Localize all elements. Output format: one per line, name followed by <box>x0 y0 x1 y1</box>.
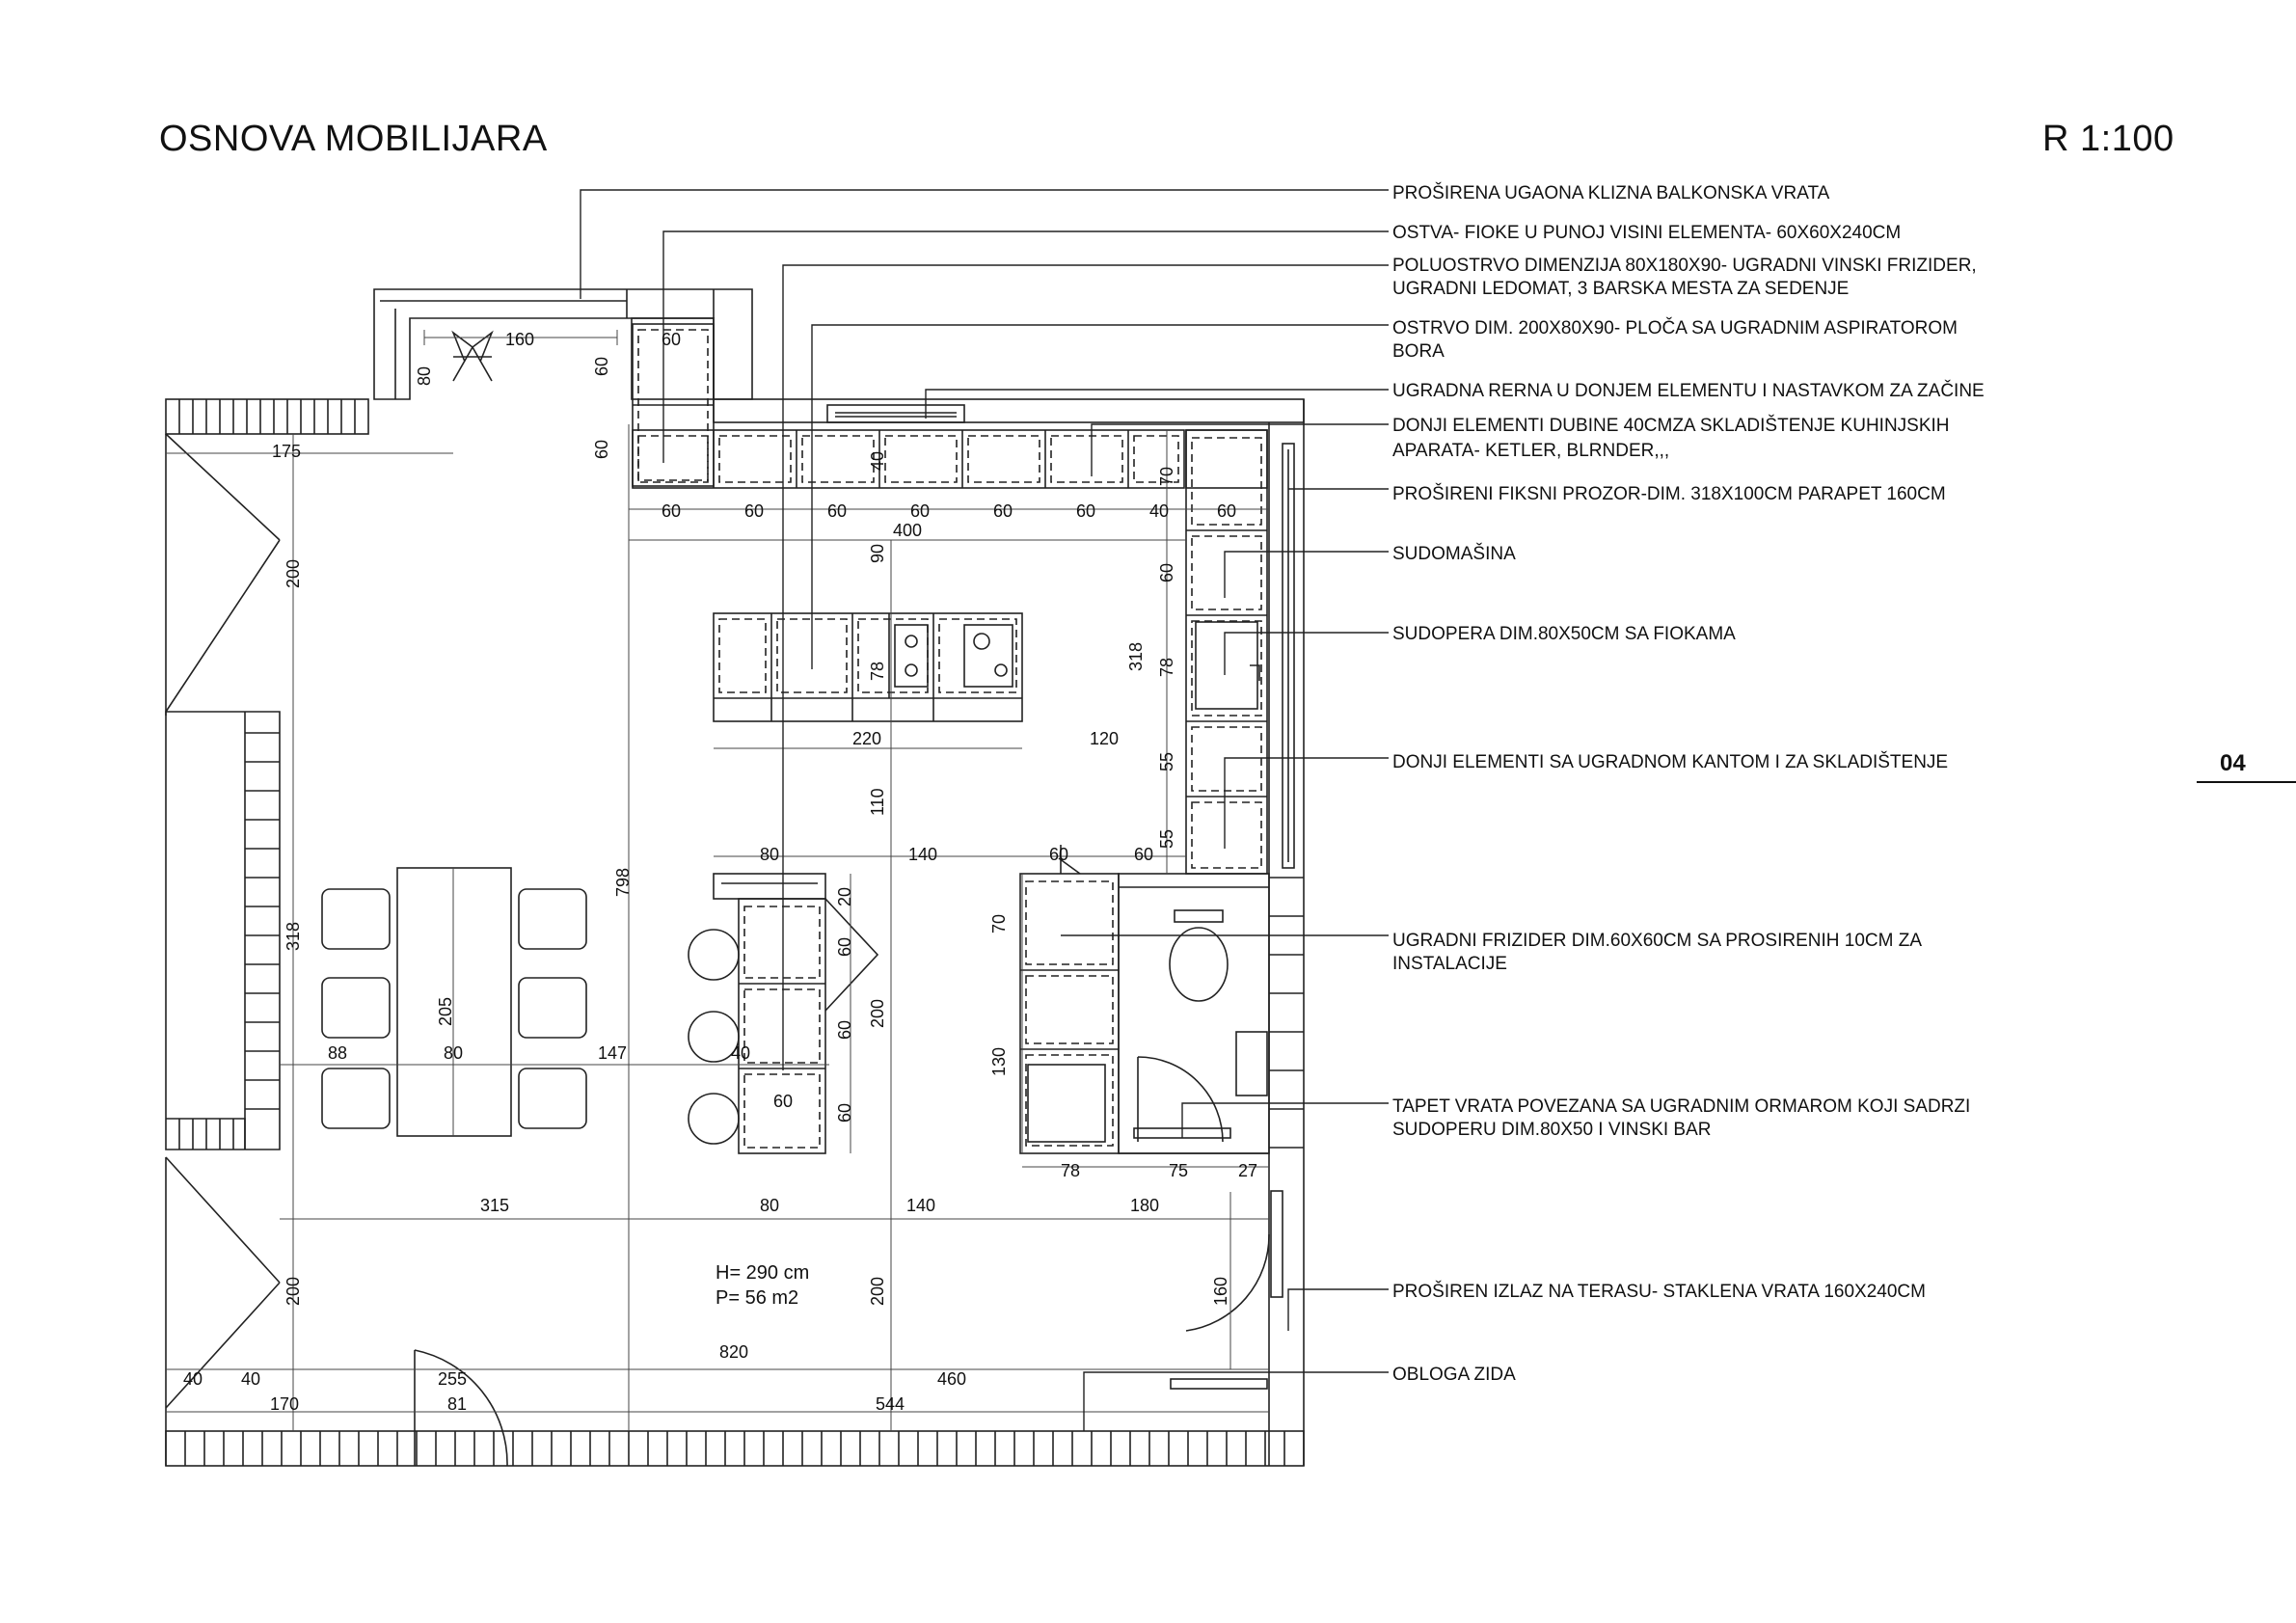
note-fridge-line2: INSTALACIJE <box>1392 954 1507 974</box>
note-oven: UGRADNA RERNA U DONJEM ELEMENTU I NASTAVKOM ZA ZAČINE <box>1392 381 1985 401</box>
dim-label: 78 <box>1061 1161 1081 1180</box>
dim-label: 60 <box>662 330 682 349</box>
dim-label: 27 <box>1238 1161 1258 1180</box>
note-fridge-line1: UGRADNI FRIZIDER DIM.60X60CM SA PROSIRENIH 10CM ZA <box>1392 931 1922 951</box>
dim-label: 60 <box>662 501 682 521</box>
dim-label: 60 <box>744 501 765 521</box>
dim-label: 40 <box>241 1369 261 1389</box>
wall-left <box>166 434 280 1466</box>
wall-bottom <box>166 1431 1304 1466</box>
dim-label: 70 <box>989 913 1009 933</box>
dim-label: 55 <box>1157 828 1176 849</box>
dim-label: 40 <box>1149 501 1170 521</box>
dim-label: 180 <box>1130 1196 1160 1215</box>
dim-label: 80 <box>760 1196 780 1215</box>
note-island-line2: BORA <box>1392 341 1445 362</box>
dim-label: 820 <box>719 1342 749 1362</box>
dim-label: 81 <box>447 1394 468 1414</box>
dim-label: 200 <box>284 1276 303 1306</box>
dim-label: 200 <box>284 558 303 588</box>
dim-label: 147 <box>598 1043 628 1063</box>
dim-label: 70 <box>1157 466 1176 486</box>
dim-label: 60 <box>910 501 931 521</box>
note-terrace-exit: PROŠIREN IZLAZ NA TERASU- STAKLENA VRATA 160X240CM <box>1392 1282 1926 1302</box>
drawing-title: OSNOVA MOBILIJARA <box>159 119 548 159</box>
wall-top-left <box>166 399 368 434</box>
note-drawer-column: OSTVA- FIOKE U PUNOJ VISINI ELEMENTA- 60X60X240CM <box>1392 223 1902 243</box>
dim-label: 40 <box>731 1043 751 1063</box>
page-number: 04 <box>2220 750 2246 776</box>
room-area-label: P= 56 m2 <box>716 1287 799 1309</box>
dim-label: 80 <box>444 1043 464 1063</box>
right-column-units <box>1186 430 1267 874</box>
dimension-labels <box>183 330 1257 1414</box>
room-height-label: H= 290 cm <box>716 1262 810 1284</box>
dim-label: 60 <box>835 936 854 957</box>
dim-label: 78 <box>868 661 887 681</box>
dim-label: 140 <box>908 845 938 864</box>
dim-label: 140 <box>906 1196 936 1215</box>
dim-label: 205 <box>436 996 455 1026</box>
dim-label: 160 <box>1211 1276 1230 1306</box>
dim-label: 40 <box>868 450 887 471</box>
dim-label: 120 <box>1090 729 1120 748</box>
dim-label: 80 <box>760 845 780 864</box>
note-wall-cladding: OBLOGA ZIDA <box>1392 1365 1516 1385</box>
dim-label: 60 <box>835 1102 854 1123</box>
dim-label: 255 <box>438 1369 468 1389</box>
dim-label: 20 <box>835 886 854 906</box>
dim-label: 160 <box>505 330 535 349</box>
dim-label: 315 <box>480 1196 510 1215</box>
dim-label: 798 <box>613 867 633 897</box>
note-dishwasher: SUDOMAŠINA <box>1392 544 1516 564</box>
fridge-cabinet-block <box>1020 845 1119 1153</box>
note-peninsula-line2: UGRADNI LEDOMAT, 3 BARSKA MESTA ZA SEDENJE <box>1392 279 1850 299</box>
dim-label: 220 <box>852 729 882 748</box>
note-island-line1: OSTRVO DIM. 200X80X90- PLOČA SA UGRADNIM ASPIRATOROM <box>1392 318 1958 338</box>
dim-label: 60 <box>993 501 1013 521</box>
dim-label: 318 <box>1126 641 1146 671</box>
terrace-door <box>1171 1234 1269 1389</box>
dim-label: 200 <box>868 998 887 1028</box>
dim-label: 170 <box>270 1394 300 1414</box>
dim-label: 60 <box>1134 845 1154 864</box>
dim-label: 60 <box>1217 501 1237 521</box>
note-hidden-door-line1: TAPET VRATA POVEZANA SA UGRADNIM ORMAROM KOJI SADRZI <box>1392 1096 1971 1117</box>
dim-label: 88 <box>328 1043 348 1063</box>
note-fixed-window: PROŠIRENI FIKSNI PROZOR-DIM. 318X100CM PARAPET 160CM <box>1392 484 1946 504</box>
note-bin-units: DONJI ELEMENTI SA UGRADNOM KANTOM I ZA SKLADIŠTENJE <box>1392 752 1949 772</box>
dim-label: 60 <box>773 1092 794 1111</box>
dim-label: 175 <box>272 442 302 461</box>
dim-label: 55 <box>1157 751 1176 771</box>
dim-label: 75 <box>1169 1161 1189 1180</box>
dim-label: 60 <box>1076 501 1096 521</box>
drawing-scale: R 1:100 <box>2042 119 2174 159</box>
dim-label: 40 <box>183 1369 203 1389</box>
dim-label: 544 <box>876 1394 905 1414</box>
dim-label: 60 <box>592 439 611 459</box>
wall-top-right <box>714 399 1304 422</box>
dim-label: 80 <box>415 365 434 386</box>
note-lower-units-line1: DONJI ELEMENTI DUBINE 40CMZA SKLADIŠTENJE KUHINJSKIH <box>1392 416 1950 436</box>
dim-label: 60 <box>827 501 848 521</box>
note-lower-units-line2: APARATA- KETLER, BLRNDER,,, <box>1392 441 1670 461</box>
dim-label: 60 <box>1049 845 1069 864</box>
dim-label: 60 <box>592 356 611 376</box>
dim-label: 318 <box>284 921 303 951</box>
dim-label: 60 <box>1157 562 1176 582</box>
bathroom <box>1119 874 1269 1153</box>
dim-label: 460 <box>937 1369 967 1389</box>
dim-label: 60 <box>835 1019 854 1040</box>
wall-right <box>1269 399 1304 1466</box>
note-peninsula-line1: POLUOSTRVO DIMENZIJA 80X180X90- UGRADNI VINSKI FRIZIDER, <box>1392 256 1977 276</box>
dim-label: 200 <box>868 1276 887 1306</box>
note-hidden-door-line2: SUDOPERU DIM.80X50 I VINSKI BAR <box>1392 1120 1712 1140</box>
dim-label: 90 <box>868 543 887 563</box>
dim-label: 110 <box>868 788 887 816</box>
note-sink: SUDOPERA DIM.80X50CM SA FIOKAMA <box>1392 624 1736 644</box>
dim-label: 78 <box>1157 657 1176 677</box>
room-info <box>716 1262 809 1309</box>
dim-label: 400 <box>893 521 923 540</box>
note-balcony-door: PROŠIRENA UGAONA KLIZNA BALKONSKA VRATA <box>1392 183 1830 203</box>
dim-label: 130 <box>989 1046 1009 1076</box>
plant <box>453 333 492 381</box>
